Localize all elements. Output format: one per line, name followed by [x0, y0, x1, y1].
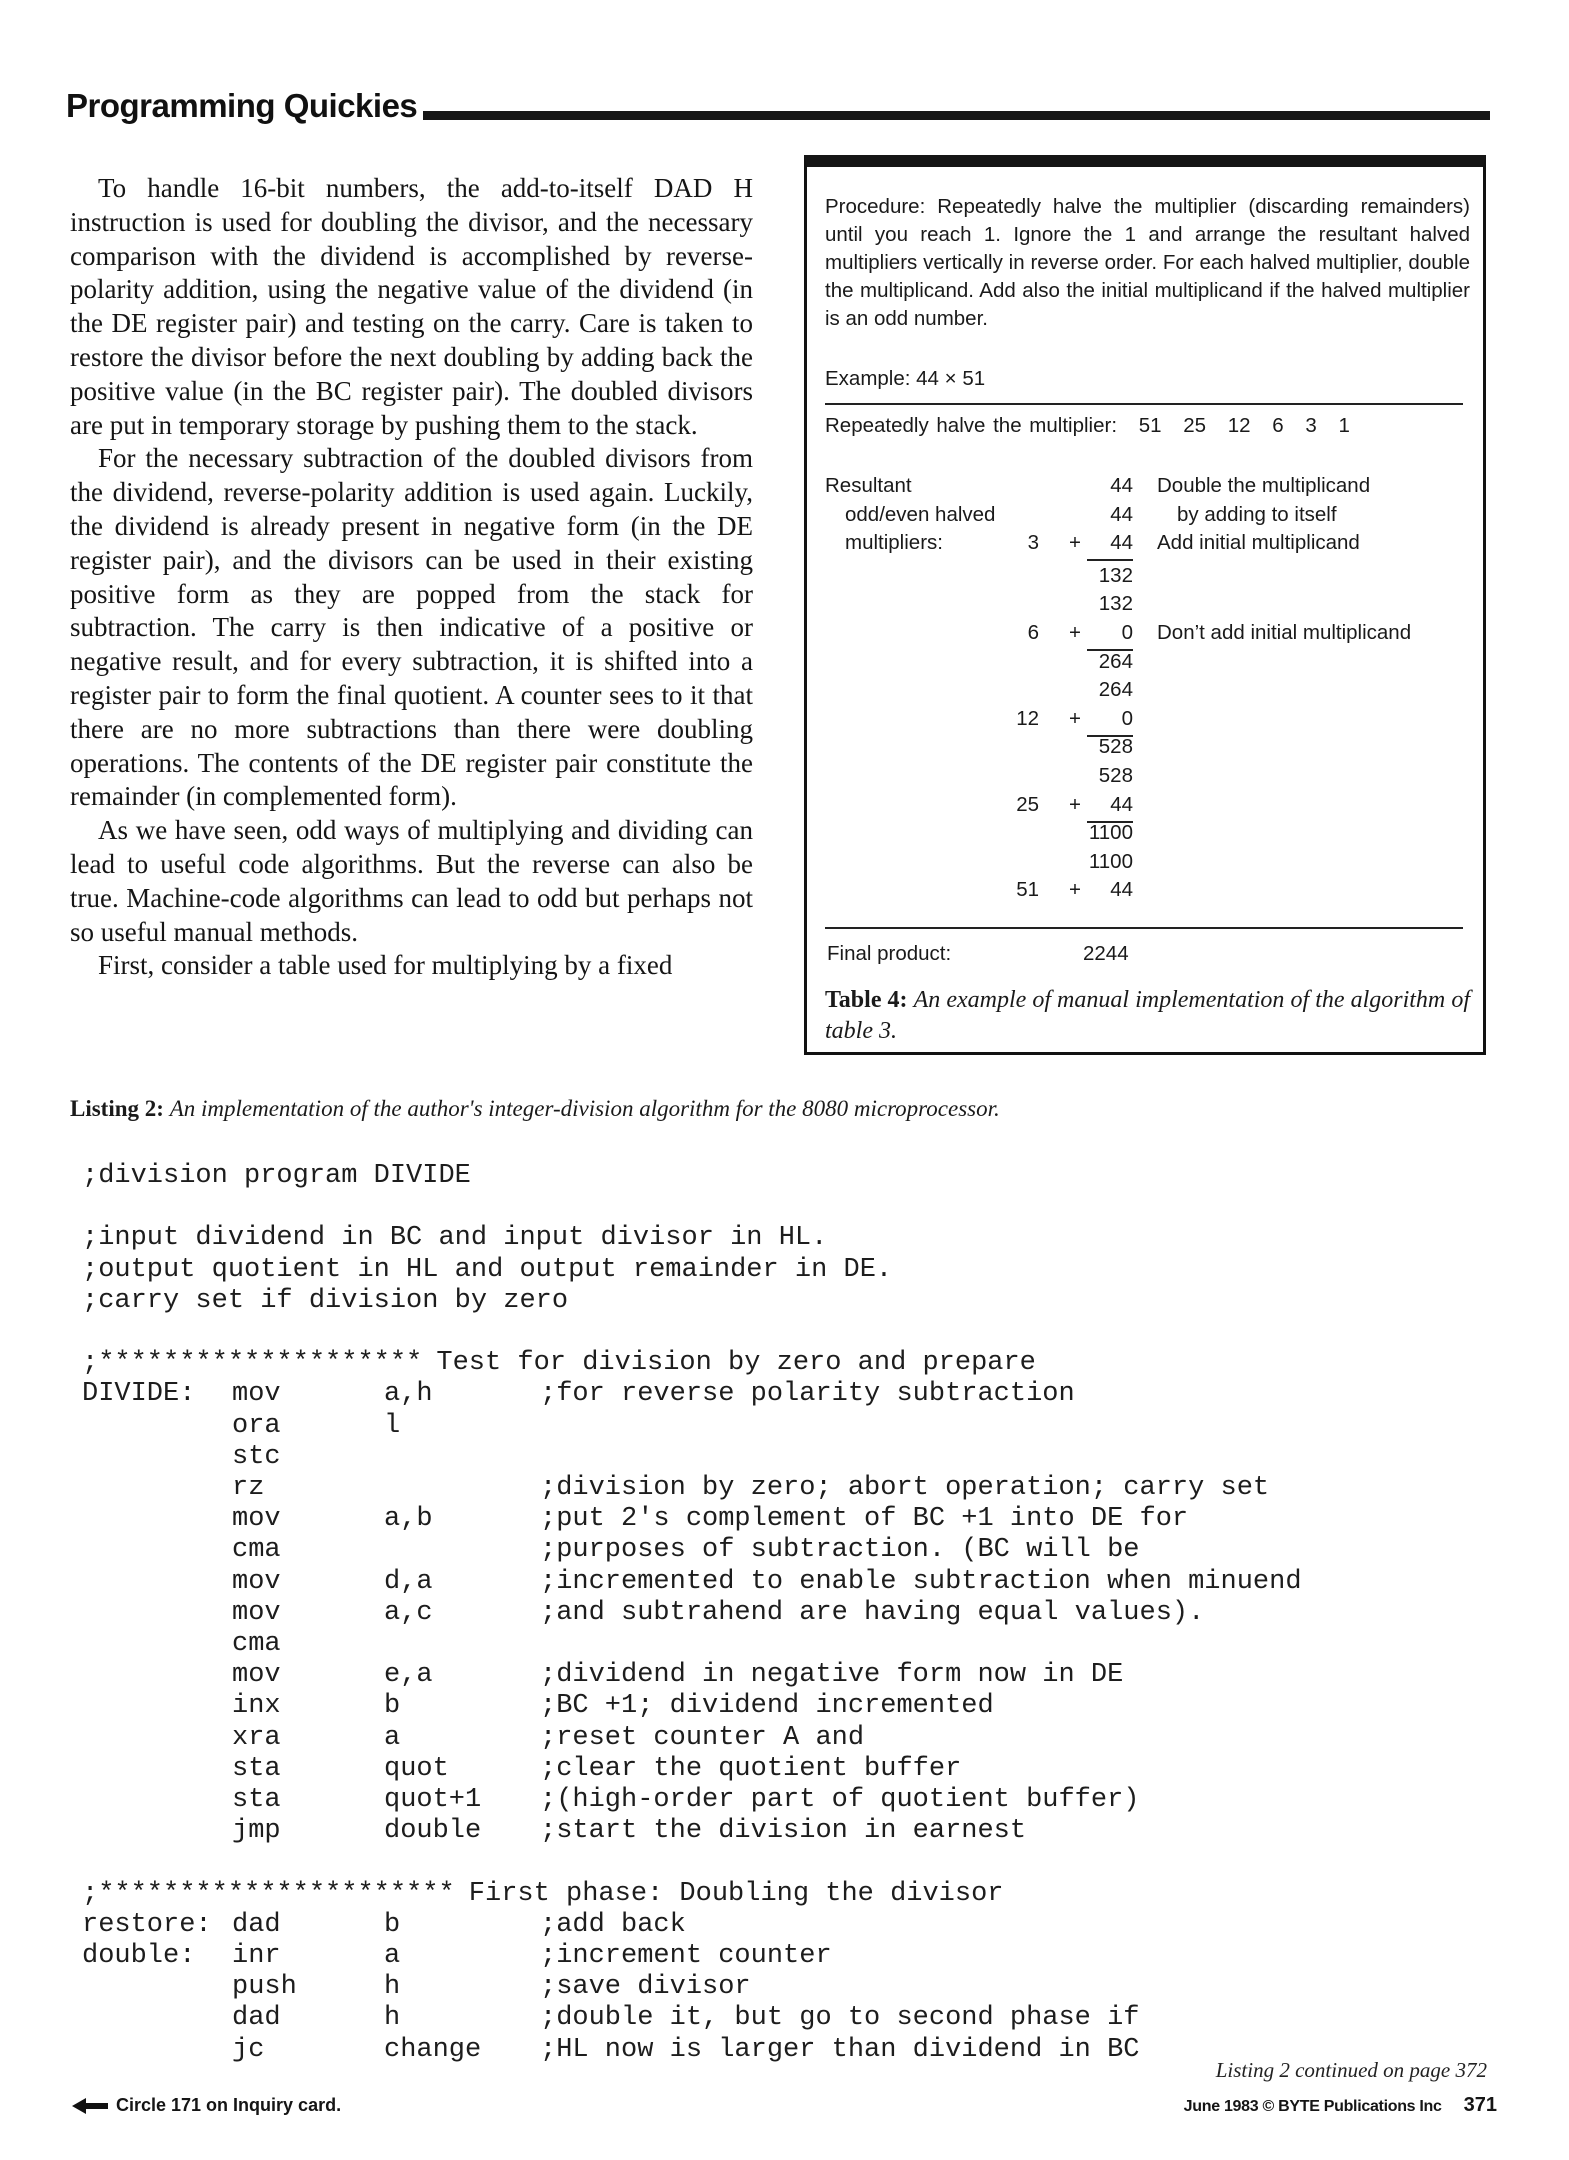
code-comment: ;HL now is larger than dividend in BC [540, 2034, 1140, 2065]
code-comment: ;division by zero; abort operation; carry set [540, 1473, 1270, 1503]
halve-value: 51 [1138, 414, 1162, 437]
code-operand: b [384, 1909, 401, 1940]
publication-credit: June 1983 © BYTE Publications Inc [1183, 2098, 1442, 2115]
row-value: 1100 [1088, 821, 1133, 845]
code-line [82, 1846, 1462, 1878]
row-label: Resultant [825, 474, 912, 497]
code-opcode: push [232, 1972, 297, 2003]
code-comment: ;clear the quotient buffer [540, 1753, 962, 1784]
calc-row [807, 501, 1483, 529]
code-label: DIVIDE: [82, 1379, 196, 1410]
page-header [66, 86, 1490, 126]
row-label: multipliers: [845, 531, 943, 555]
final-product-value: 2244 [1083, 942, 1129, 965]
calc-row [807, 648, 1483, 676]
row-value: 264 [1098, 678, 1133, 702]
calc-row [807, 590, 1483, 618]
code-comment: ;increment counter [540, 1941, 832, 1971]
code-opcode: stc [232, 1441, 281, 1472]
caption-label: Table 4: [825, 987, 908, 1013]
code-label: double: [82, 1941, 196, 1971]
row-operator: + [1069, 706, 1081, 730]
code-comment: ;BC +1; dividend incremented [540, 1691, 994, 1722]
calc-row [807, 705, 1483, 733]
code-label: ;input dividend in BC and input divisor in HL. [82, 1223, 828, 1254]
code-operand: quot+1 [384, 1785, 482, 1815]
halve-value: 25 [1183, 414, 1207, 437]
row-value: 132 [1098, 563, 1133, 587]
code-line [82, 1316, 1462, 1348]
code-line [82, 1566, 1462, 1598]
header-rule [423, 111, 1490, 120]
code-line [82, 1254, 1462, 1286]
code-opcode: cma [232, 1629, 281, 1659]
halve-value: 3 [1305, 414, 1317, 437]
row-value: 44 [1110, 878, 1133, 902]
code-line [82, 1160, 1462, 1192]
code-operand: a,h [384, 1379, 433, 1410]
listing-caption-text: An implementation of the author's integer-division algorithm for the 8080 microprocessor. [169, 1096, 1000, 1121]
code-operand: h [384, 1972, 401, 2003]
row-value: 44 [1110, 474, 1133, 497]
halve-value: 12 [1227, 414, 1251, 437]
procedure-text: Procedure: Repeatedly halve the multiplier (discarding remainders) until you reach 1. Ignore the 1 and arrange the resultant halved multipliers vertically in reverse order. For each halved multiplier, double the multiplicand. Add also the initial multiplicand if the halved multiplier is an odd number. [825, 195, 1470, 330]
code-line [82, 1784, 1462, 1816]
code-opcode: mov [232, 1566, 281, 1597]
listing-caption [70, 1096, 1000, 1122]
code-comment: ;put 2's complement of BC +1 into DE for [540, 1504, 1189, 1535]
code-comment: ;save divisor [540, 1972, 751, 2003]
code-comment: ;purposes of subtraction. (BC will be [540, 1535, 1140, 1566]
row-value: 1100 [1088, 849, 1133, 873]
row-note: Double the multiplicand [1157, 474, 1371, 497]
code-line [82, 1940, 1462, 1972]
code-comment: ;incremented to enable subtraction when minuend [540, 1566, 1302, 1597]
halve-sequence [825, 414, 1350, 438]
code-operand: a,c [384, 1597, 433, 1628]
row-operator: + [1069, 531, 1081, 555]
code-line [82, 1909, 1462, 1941]
code-opcode: inr [232, 1941, 281, 1971]
code-operand: a [384, 1941, 401, 1971]
code-opcode: mov [232, 1504, 281, 1535]
row-operator: + [1069, 621, 1081, 644]
code-line [82, 1410, 1462, 1442]
code-operand: a [384, 1722, 401, 1753]
code-operand: e,a [384, 1660, 433, 1691]
inquiry-note [72, 2095, 341, 2116]
row-note: by adding to itself [1177, 502, 1337, 526]
code-operand: change [384, 2034, 482, 2065]
paragraph: To handle 16-bit numbers, the add-to-itself DAD H instruction is used for doubling the divisor, and the necessary comparison with the dividend is accomplished by reverse-polarity addition, using the negative value of the dividend (in the DE register pair) and testing on the carry. Care is taken to restore the divisor before the next doubling by adding back the positive value (in the BC register pair). The doubled divisors are put in temporary storage by pushing them to the stack. [70, 173, 753, 440]
code-comment: ;double it, but go to second phase if [540, 2003, 1140, 2034]
divider [825, 403, 1463, 405]
code-line [82, 1753, 1462, 1785]
row-value: 44 [1057, 791, 1133, 819]
calc-row [807, 762, 1483, 790]
code-line [82, 1878, 1462, 1910]
calc-row [807, 562, 1483, 590]
code-line [82, 1347, 1462, 1379]
code-comment: ;(high-order part of quotient buffer) [540, 1785, 1140, 1815]
row-label: odd/even halved [845, 502, 996, 526]
code-operand: l [384, 1410, 401, 1441]
code-opcode: mov [232, 1660, 281, 1691]
code-line [82, 1191, 1462, 1223]
row-note: Add initial multiplicand [1157, 531, 1360, 555]
row-multiplier: 3 [1027, 531, 1039, 555]
calc-row [807, 819, 1483, 847]
code-opcode: jc [232, 2034, 265, 2065]
code-line [82, 1441, 1462, 1473]
code-line [82, 1503, 1462, 1535]
code-line [82, 1722, 1462, 1754]
divider [825, 927, 1463, 929]
code-operand: double [384, 1816, 482, 1847]
code-opcode: jmp [232, 1816, 281, 1847]
row-multiplier: 25 [1016, 792, 1039, 816]
article-body [70, 172, 753, 983]
row-operator: + [1069, 878, 1081, 902]
code-line [82, 1690, 1462, 1722]
code-operand: quot [384, 1753, 449, 1784]
code-label: ;********************** [82, 1878, 455, 1909]
final-product-label: Final product: [827, 942, 952, 965]
row-value: 132 [1098, 592, 1133, 616]
code-line [82, 1472, 1462, 1504]
paragraph: For the necessary subtraction of the doubled divisors from the dividend, reverse-polarity addition is used again. Luckily, the dividend is already present in negative form (in the DE register pair), and the divisors can be used in their existing positive form as they are popped from the stack for subtraction. The carry is then indicative of a positive or negative result, and for every subtraction, it is shifted into a register pair to form the final quotient. A counter sees to it that there are no more subtractions than there were doubling operations. The contents of the DE register pair constitute the remainder (in complemented form). [70, 443, 753, 812]
calc-row [807, 472, 1483, 500]
code-opcode: rz [232, 1473, 265, 1503]
code-opcode: inx [232, 1691, 281, 1722]
row-value: 0 [1057, 705, 1133, 733]
code-operand: a,b [384, 1504, 433, 1535]
calc-row [807, 876, 1483, 904]
row-value: 44 [1057, 529, 1133, 557]
caption-text: An example of manual implementation of the algorithm of table 3. [825, 987, 1470, 1044]
code-operand: b [384, 1691, 401, 1722]
code-label: ;******************** [82, 1348, 423, 1379]
listing-caption-label: Listing 2: [70, 1096, 164, 1121]
row-value: 528 [1098, 735, 1133, 759]
arrow-left-icon [72, 2098, 108, 2114]
halve-value: 1 [1338, 414, 1350, 437]
code-comment: ;dividend in negative form now in DE [540, 1660, 1124, 1691]
code-opcode: xra [232, 1722, 281, 1753]
code-comment: ;for reverse polarity subtraction [540, 1379, 1075, 1410]
code-comment: First phase: Doubling the divisor [452, 1878, 1004, 1909]
page-number: 371 [1463, 2094, 1497, 2116]
calc-row [807, 733, 1483, 761]
code-line [82, 1659, 1462, 1691]
code-comment: ;reset counter A and [540, 1722, 865, 1753]
code-line [82, 1378, 1462, 1410]
code-opcode: dad [232, 2003, 281, 2034]
halve-value: 6 [1272, 414, 1284, 437]
code-operand: h [384, 2003, 401, 2034]
row-multiplier: 6 [1027, 621, 1039, 644]
code-comment: ;add back [540, 1909, 686, 1940]
calc-row [807, 619, 1483, 647]
table-caption [825, 985, 1470, 1047]
row-value: 264 [1098, 649, 1133, 673]
code-line [82, 1285, 1462, 1317]
code-opcode: dad [232, 1909, 281, 1940]
inquiry-text: Circle 171 on Inquiry card. [116, 2095, 342, 2115]
row-value: 528 [1098, 764, 1133, 787]
calc-row [807, 791, 1483, 819]
code-comment: ;start the division in earnest [540, 1816, 1027, 1847]
row-note: Don’t add initial multiplicand [1157, 621, 1412, 644]
code-comment: ;and subtrahend are having equal values). [540, 1597, 1205, 1628]
code-opcode: cma [232, 1535, 281, 1566]
code-line [82, 1628, 1462, 1660]
code-line [82, 1971, 1462, 2003]
row-value: 0 [1057, 619, 1133, 647]
row-multiplier: 12 [1016, 706, 1039, 730]
code-label: ;carry set if division by zero [82, 1285, 569, 1316]
code-comment: Test for division by zero and prepare [420, 1348, 1036, 1379]
code-line [82, 1534, 1462, 1566]
code-opcode: ora [232, 1410, 281, 1441]
paragraph: As we have seen, odd ways of multiplying and dividing can lead to useful code algorithms. But the reverse can also be true. Machine-code algorithms can lead to odd but perhaps not so useful manual methods. [70, 815, 753, 947]
halve-label: Repeatedly halve the multiplier: [825, 414, 1118, 437]
code-label: ;output quotient in HL and output remainder in DE. [82, 1254, 893, 1285]
continued-note: Listing 2 continued on page 372 [1215, 2058, 1487, 2082]
code-line [82, 2002, 1462, 2034]
code-opcode: mov [232, 1597, 281, 1628]
row-multiplier: 51 [1016, 878, 1039, 902]
code-label: ;division program DIVIDE [82, 1161, 471, 1191]
calc-row [807, 848, 1483, 876]
table-4-box [804, 155, 1486, 1055]
code-operand: d,a [384, 1566, 433, 1597]
page-footer [1184, 2094, 1497, 2117]
code-line [82, 1597, 1462, 1629]
calc-row [807, 676, 1483, 704]
code-line [82, 1222, 1462, 1254]
row-value: 44 [1110, 502, 1133, 526]
calc-row [807, 529, 1483, 557]
code-opcode: mov [232, 1379, 281, 1410]
code-opcode: sta [232, 1753, 281, 1784]
code-label: restore: [82, 1909, 212, 1940]
section-title: Programming Quickies [66, 87, 418, 124]
paragraph: First, consider a table used for multiplying by a fixed [98, 950, 673, 981]
example-label: Example: 44 × 51 [825, 367, 986, 390]
row-operator: + [1069, 792, 1081, 816]
code-opcode: sta [232, 1785, 281, 1815]
code-line [82, 1815, 1462, 1847]
